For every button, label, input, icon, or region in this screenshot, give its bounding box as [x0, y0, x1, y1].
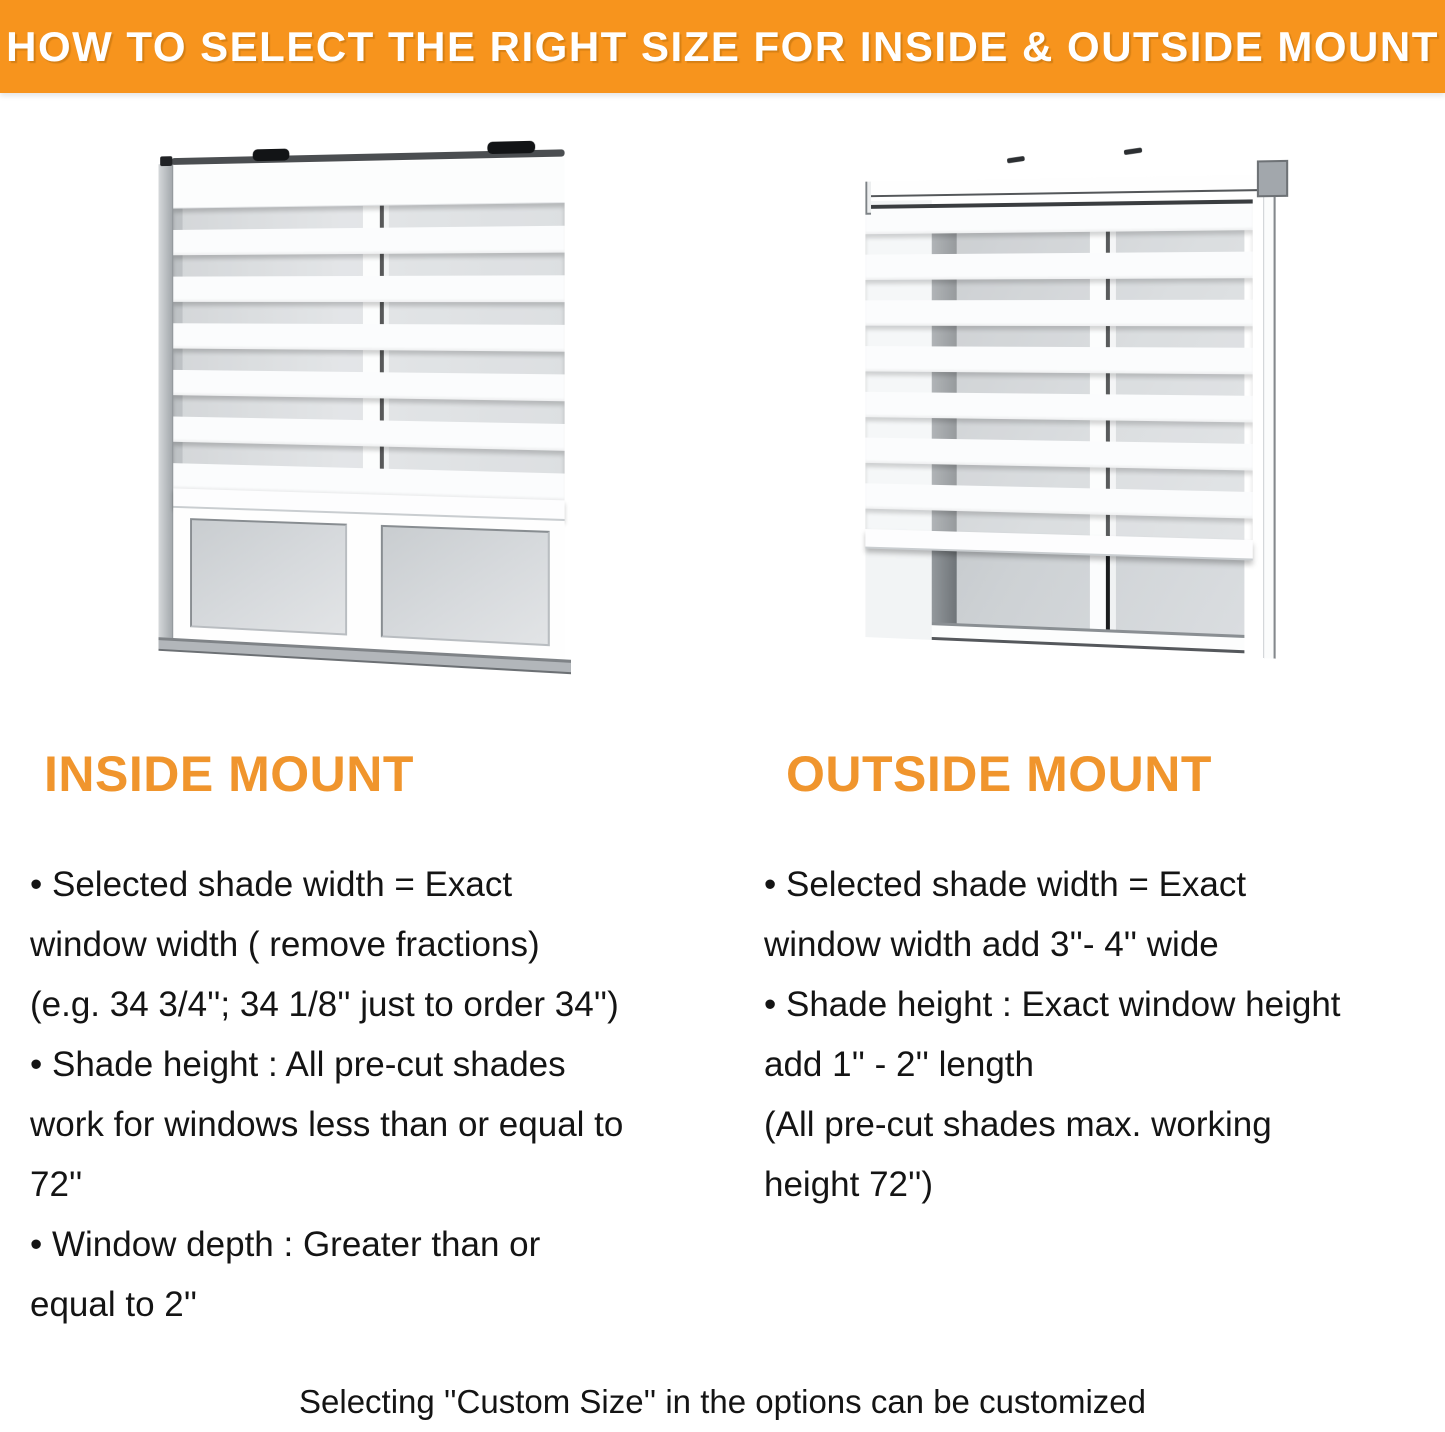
instruction-line: • Selected shade width = Exact	[30, 865, 513, 904]
instruction-line: work for windows less than or equal to	[30, 1105, 624, 1144]
window-lower-panes	[173, 508, 564, 660]
outside-window-graphic	[864, 135, 1297, 732]
zebra-solid-band	[865, 252, 1252, 280]
zebra-solid-band	[173, 226, 564, 256]
zebra-solid-band	[173, 323, 564, 351]
zebra-sheer-band	[173, 302, 564, 325]
window-right-frame	[1263, 197, 1276, 659]
zebra-sheer-band	[865, 230, 1252, 255]
page-title: HOW TO SELECT THE RIGHT SIZE FOR INSIDE & OUTSIDE MOUNT	[6, 22, 1439, 70]
mounting-bracket-icon	[487, 141, 535, 154]
zebra-sheer-band	[865, 278, 1252, 300]
zebra-solid-band	[865, 204, 1252, 235]
instruction-line: (All pre-cut shades max. working	[764, 1105, 1272, 1144]
zebra-sheer-band	[173, 253, 564, 277]
zebra-solid-band	[865, 346, 1252, 374]
headrail-end-cap	[160, 156, 172, 166]
zebra-bands	[173, 203, 564, 500]
outside-mount-title: OUTSIDE MOUNT	[786, 746, 1212, 802]
instruction-line: • Shade height : Exact window height	[764, 985, 1341, 1024]
zebra-sheer-band	[865, 326, 1252, 348]
outside-mount-illustration	[856, 140, 1292, 720]
zebra-bands	[865, 204, 1252, 541]
glass-pane-left	[190, 518, 347, 635]
casing-left-lip	[865, 182, 871, 215]
inside-mount-title: INSIDE MOUNT	[44, 746, 414, 802]
screw-mark-icon	[1007, 156, 1025, 163]
glass-pane-right	[381, 525, 550, 646]
inside-mount-instructions	[30, 855, 720, 1335]
shade-valance	[173, 158, 564, 209]
bracket-cap	[1257, 160, 1288, 197]
instruction-line: • Selected shade width = Exact	[764, 865, 1247, 904]
instruction-line: height 72'')	[764, 1165, 934, 1204]
inside-window-graphic	[158, 137, 566, 711]
instruction-line: window width ( remove fractions)	[30, 925, 540, 964]
instruction-line: (e.g. 34 3/4''; 34 1/8'' just to order 34'')	[30, 985, 619, 1024]
instruction-line: • Window depth : Greater than or	[30, 1225, 541, 1264]
window-left-jamb	[158, 164, 173, 648]
outside-mount-instructions	[764, 855, 1445, 1215]
zebra-shade	[173, 158, 564, 521]
instruction-line: equal to 2''	[30, 1285, 198, 1324]
header-banner	[0, 0, 1445, 93]
zebra-shade	[865, 199, 1252, 560]
instruction-line: • Shade height : All pre-cut shades	[30, 1045, 566, 1084]
screw-mark-icon	[1124, 147, 1143, 155]
instruction-line: window width add 3''- 4'' wide	[764, 925, 1219, 964]
mounting-bracket-icon	[253, 149, 290, 162]
inside-mount-illustration	[150, 142, 562, 698]
zebra-solid-band	[173, 275, 564, 302]
zebra-solid-band	[865, 300, 1252, 327]
instruction-line: 72''	[30, 1165, 83, 1204]
instruction-line: add 1'' - 2'' length	[764, 1045, 1034, 1084]
window-top-casing	[869, 175, 1265, 198]
custom-size-note: Selecting ''Custom Size'' in the options can be customized	[299, 1383, 1146, 1420]
